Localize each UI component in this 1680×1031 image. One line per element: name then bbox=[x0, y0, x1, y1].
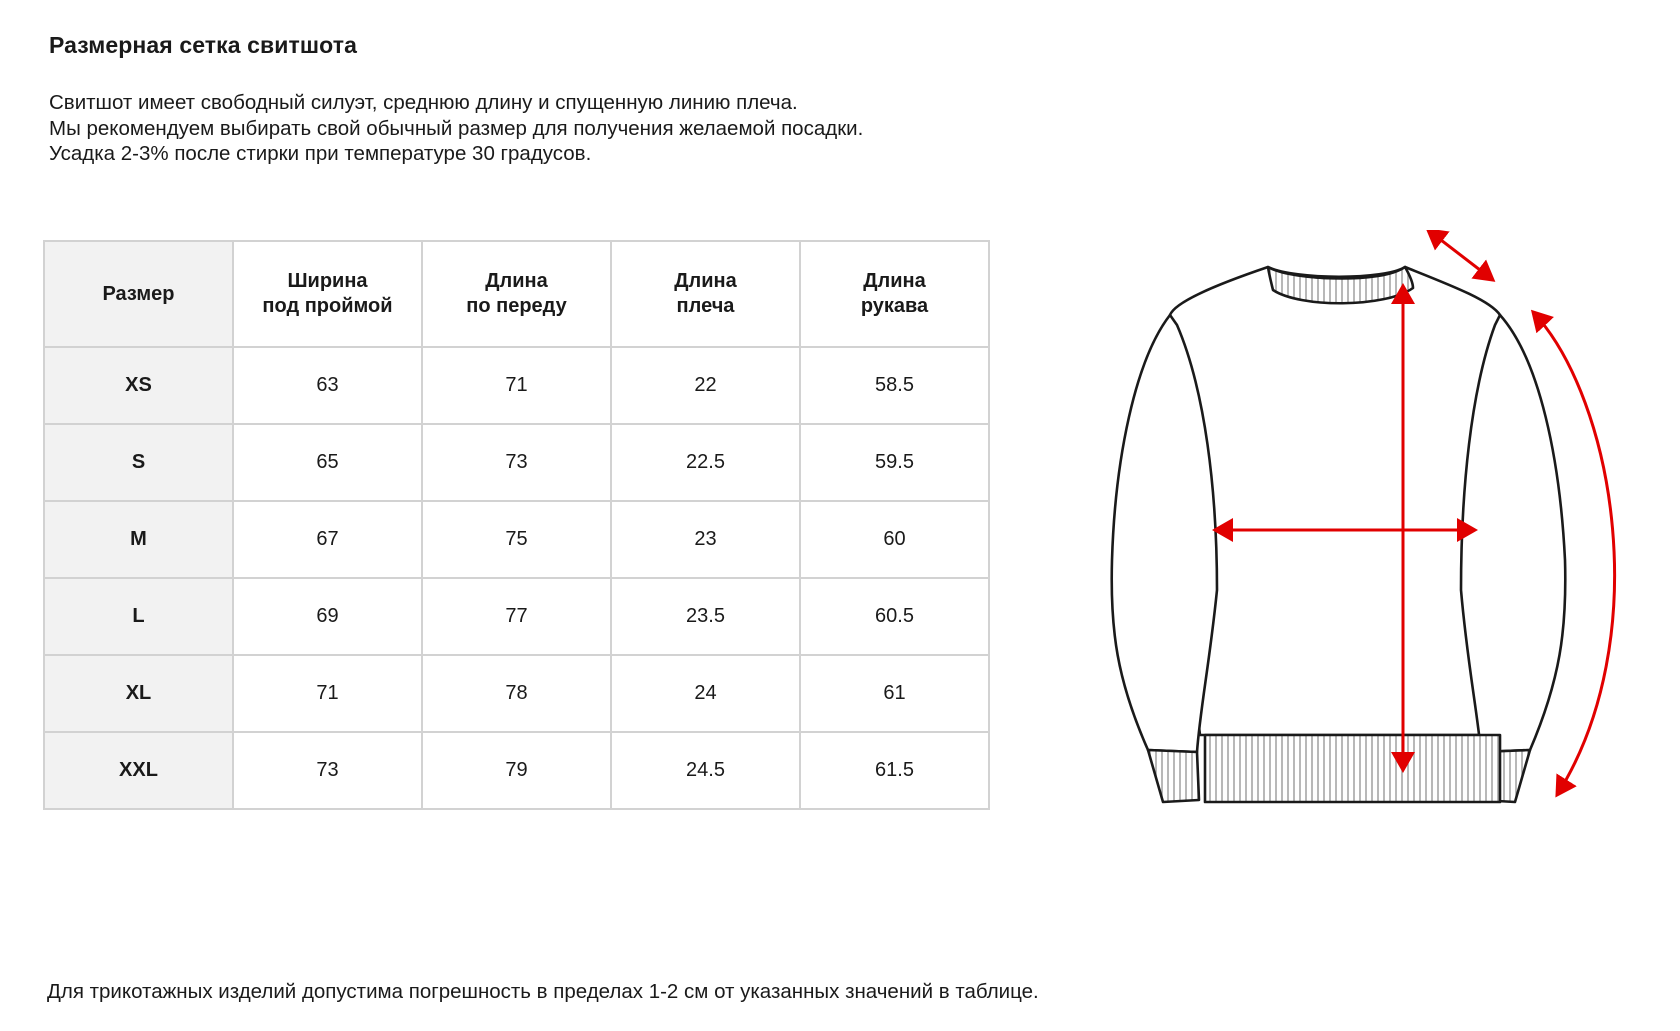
description-line: Усадка 2-3% после стирки при температуре 30 градусов. bbox=[49, 142, 592, 165]
cell-front-length: 77 bbox=[422, 578, 611, 655]
cell-shoulder: 24 bbox=[611, 655, 800, 732]
cell-front-length: 71 bbox=[422, 347, 611, 424]
description-line: Мы рекомендуем выбирать свой обычный размер для получения желаемой посадки. bbox=[49, 116, 864, 140]
table-row bbox=[44, 578, 989, 655]
cell-width: 71 bbox=[233, 655, 422, 732]
cell-width: 67 bbox=[233, 501, 422, 578]
cell-sleeve: 59.5 bbox=[800, 424, 989, 501]
cell-front-length: 79 bbox=[422, 732, 611, 809]
cell-shoulder: 24.5 bbox=[611, 732, 800, 809]
cell-width: 65 bbox=[233, 424, 422, 501]
cell-size: M bbox=[44, 501, 233, 578]
cell-shoulder: 23.5 bbox=[611, 578, 800, 655]
left-cuff bbox=[1148, 750, 1199, 802]
shoulder-arrow bbox=[1428, 230, 1493, 280]
cell-width: 69 bbox=[233, 578, 422, 655]
size-table bbox=[43, 240, 990, 810]
table-row bbox=[44, 655, 989, 732]
sweatshirt-outline bbox=[1112, 267, 1566, 802]
cell-width: 63 bbox=[233, 347, 422, 424]
page-title: Размерная сетка свитшота bbox=[49, 32, 357, 58]
cell-front-length: 78 bbox=[422, 655, 611, 732]
header-width: Ширина под проймой bbox=[233, 241, 422, 347]
footnote: Для трикотажных изделий допустима погрешность в пределах 1-2 см от указанных значений в таблице. bbox=[47, 980, 1039, 1003]
cell-size: S bbox=[44, 424, 233, 501]
cell-size: XL bbox=[44, 655, 233, 732]
header-front-length: Длина по переду bbox=[422, 241, 611, 347]
cell-sleeve: 60.5 bbox=[800, 578, 989, 655]
cell-size: XXL bbox=[44, 732, 233, 809]
cell-width: 73 bbox=[233, 732, 422, 809]
sweatshirt-measurement-icon bbox=[1095, 230, 1665, 810]
cell-sleeve: 58.5 bbox=[800, 347, 989, 424]
cell-shoulder: 22 bbox=[611, 347, 800, 424]
cell-shoulder: 22.5 bbox=[611, 424, 800, 501]
cell-size: XS bbox=[44, 347, 233, 424]
table-row bbox=[44, 347, 989, 424]
table-row bbox=[44, 424, 989, 501]
cell-shoulder: 23 bbox=[611, 501, 800, 578]
table-row bbox=[44, 501, 989, 578]
header-size: Размер bbox=[44, 241, 233, 347]
cell-sleeve: 60 bbox=[800, 501, 989, 578]
cell-sleeve: 61 bbox=[800, 655, 989, 732]
table-row bbox=[44, 732, 989, 809]
cell-front-length: 75 bbox=[422, 501, 611, 578]
header-shoulder-length: Длина плеча bbox=[611, 241, 800, 347]
cell-front-length: 73 bbox=[422, 424, 611, 501]
cell-size: L bbox=[44, 578, 233, 655]
table-header-row bbox=[44, 241, 989, 347]
hem-rib bbox=[1205, 735, 1500, 802]
cell-sleeve: 61.5 bbox=[800, 732, 989, 809]
description bbox=[49, 90, 863, 167]
description-line: Свитшот имеет свободный силуэт, среднюю длину и спущенную линию плеча. bbox=[49, 91, 798, 114]
header-sleeve-length: Длина рукава bbox=[800, 241, 989, 347]
